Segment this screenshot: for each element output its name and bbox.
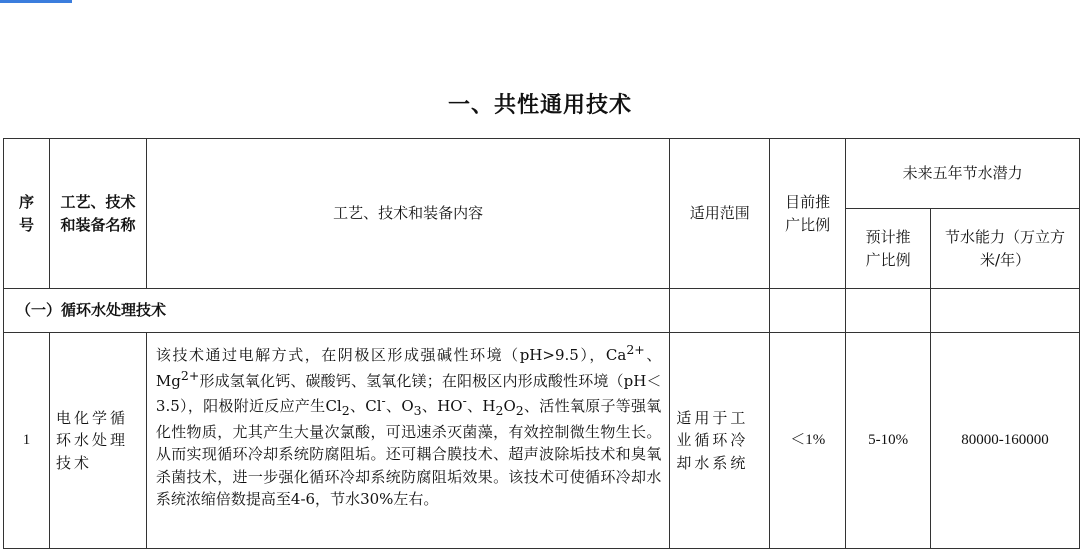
row-expected-ratio: 5-10% <box>846 333 931 549</box>
technology-table <box>3 138 1080 549</box>
row-capacity: 80000-160000 <box>931 333 1080 549</box>
row-content: 该技术通过电解方式，在阴极区形成强碱性环境（pH>9.5），$Ca^{2+}$、$Mg^{2+}$形成氢氧化钙、碳酸钙、氢氧化镁；在阳极区内形成酸性环境（pH＜3.5），阳极附近反应产生$Cl_2$、Cl-、$O_3$、HO-、$H_2O_2$、活性氧原子等强氧化性物质，尤其产生大量次氯酸，可迅速杀灭菌藻，有效控制微生物生长。从而实现循环冷却系统防腐阻垢。还可耦合膜技术、超声波除垢技术和臭氧杀菌技术，进一步强化循环冷却系统防腐阻垢效果。该技术可使循环冷却水系统浓缩倍数提高至4-6，节水30%左右。 <box>146 333 669 549</box>
table-row <box>4 333 1080 549</box>
page-title: 一、共性通用技术 <box>447 93 632 118</box>
section-empty-scope <box>670 289 770 333</box>
header-capacity: 节水能力（万立方米/年） <box>931 209 1080 289</box>
row-name: 电化学循环水处理技术 <box>49 333 146 549</box>
header-current-ratio: 目前推广比例 <box>770 139 846 289</box>
header-row-1 <box>4 139 1080 209</box>
header-future-group: 未来五年节水潜力 <box>846 139 1080 209</box>
header-content: 工艺、技术和装备内容 <box>146 139 669 289</box>
top-accent-bar <box>0 0 72 3</box>
header-name: 工艺、技术和装备名称 <box>49 139 146 289</box>
section-empty-expected <box>846 289 931 333</box>
section-row <box>4 289 1080 333</box>
section-empty-current <box>770 289 846 333</box>
row-scope: 适用于工业循环冷却水系统 <box>670 333 770 549</box>
header-expected-ratio: 预计推广比例 <box>846 209 931 289</box>
header-seq: 序号 <box>4 139 50 289</box>
row-seq: 1 <box>4 333 50 549</box>
section-empty-capacity <box>931 289 1080 333</box>
header-scope: 适用范围 <box>670 139 770 289</box>
section-title: （一）循环水处理技术 <box>4 289 670 333</box>
row-current-ratio: ＜1% <box>770 333 846 549</box>
